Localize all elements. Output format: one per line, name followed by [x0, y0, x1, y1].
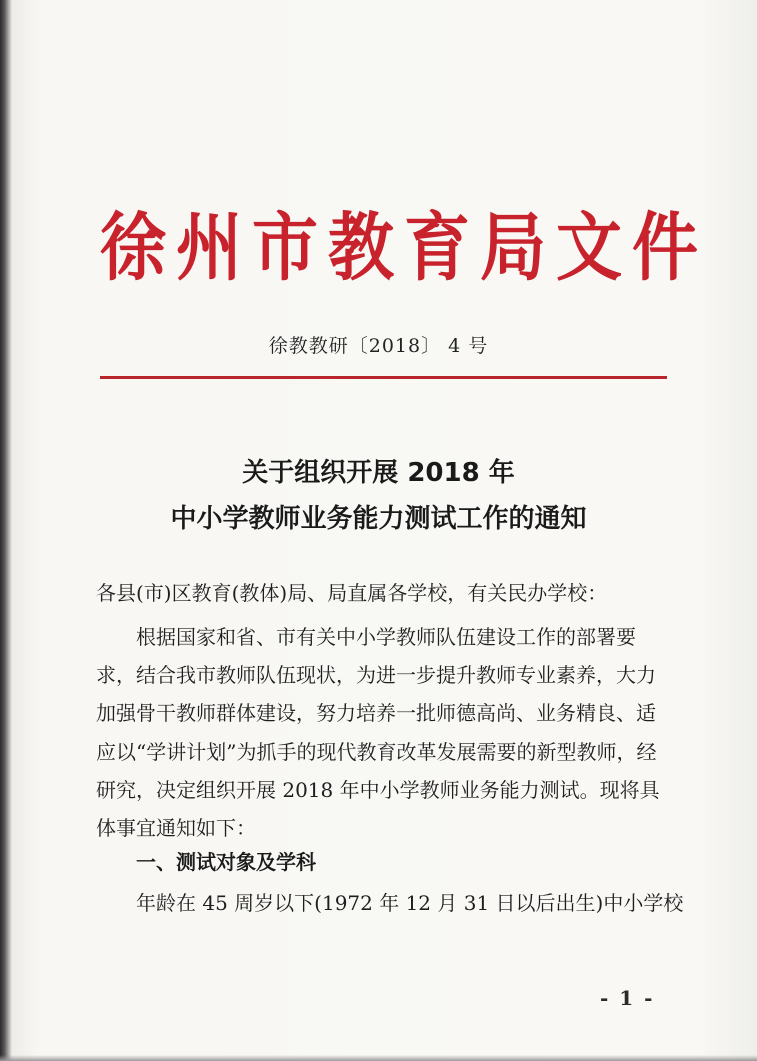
body-line: 加强骨干教师群体建设，努力培养一批师德高尚、业务精良、适 [96, 701, 656, 726]
page-number: - 1 - [600, 986, 655, 1010]
body-line: 求，结合我市教师队伍现状，为进一步提升教师专业素养，大力 [96, 663, 656, 688]
notice-title-line-2: 中小学教师业务能力测试工作的通知 [170, 504, 587, 534]
body-paragraph [96, 618, 671, 847]
section-heading: 一、测试对象及学科 [136, 850, 316, 874]
body-line: 体事宜通知如下： [96, 816, 256, 841]
section-paragraph: 年龄在 45 周岁以下(1972 年 12 月 31 日以后出生)中小学校 [136, 891, 684, 915]
masthead-title: 徐州市教育局文件 [100, 204, 708, 292]
notice-title-line-1: 关于组织开展 2018 年 [242, 458, 515, 488]
document-number: 徐教教研〔2018〕 4 号 [268, 335, 489, 357]
red-divider [100, 376, 667, 379]
body-line: 根据国家和省、市有关中小学教师队伍建设工作的部署要 [136, 625, 636, 649]
salutation: 各县(市)区教育(教体)局、局直属各学校，有关民办学校： [96, 581, 608, 605]
body-line: 研究，决定组织开展 2018 年中小学教师业务能力测试。现将具 [96, 777, 660, 802]
body-line: 应以“学讲计划”为抓手的现代教育改革发展需要的新型教师，经 [96, 739, 657, 764]
scan-bottom-edge [0, 1055, 757, 1061]
